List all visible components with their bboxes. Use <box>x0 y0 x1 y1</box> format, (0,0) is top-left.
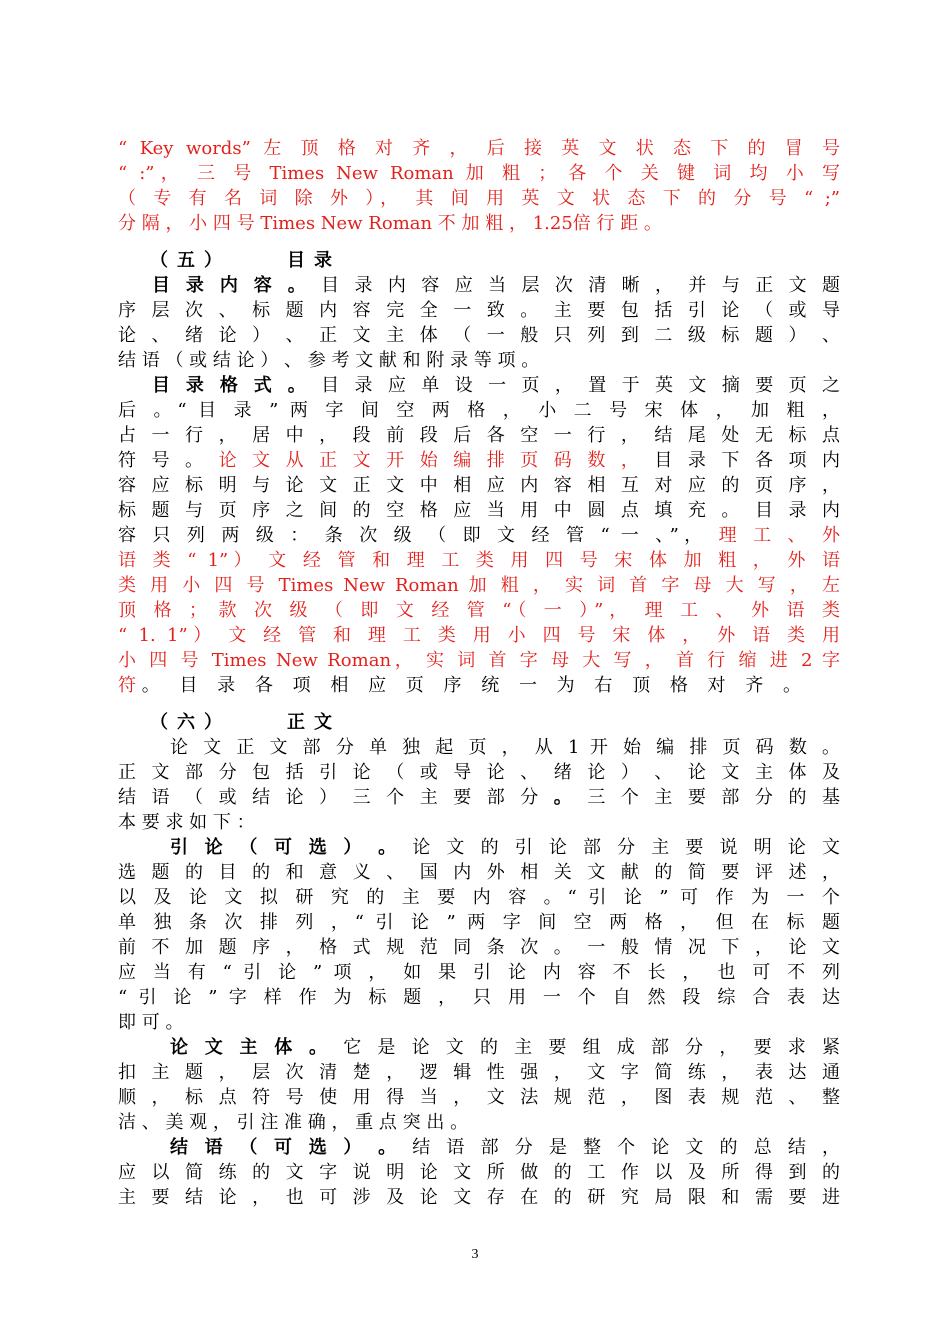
intro-para-lead: 引 论 （ 可 选 ） 。 <box>170 837 402 858</box>
p2-l4-red: 论 文 从 正 文 开 始 编 排 页 码 数 ， <box>218 450 644 471</box>
keywords-line-2: “ :”， 三 号 Times New Roman 加 粗 ； 各 个 关 键 词 均 小 写 <box>118 163 840 184</box>
p2-l4-b: 目 录 下 各 项 内 <box>654 450 840 471</box>
section-6-intro-line-2: 正 文 部 分 包 括 引 论 （ 或 导 论 、 绪 论 ） 、 论 文 主 体 及 <box>118 762 840 783</box>
body-para-text: 它 是 论 文 的 主 要 组 成 部 分 ， 要 求 紧 <box>343 1037 840 1058</box>
body-para-line-2: 扣 主 题 ， 层 次 清 楚 ， 逻 辑 性 强 ， 文 字 简 练 ， 表 达 通 <box>118 1062 840 1083</box>
p2-l13-b: 。 目 录 各 项 相 应 页 序 统 一 为 右 顶 格 对 齐 。 <box>141 675 809 696</box>
section-5-p2-line-2: 后 。“ 目 录 ” 两 字 间 空 两 格 ， 小 二 号 宋 体 ， 加 粗 ， <box>118 400 840 421</box>
page-number: 3 <box>471 1247 479 1262</box>
intro-para-line-6: 应 当 有 “ 引 论 ” 项 ， 如 果 引 论 内 容 不 长 ， 也 可 不 列 <box>118 962 840 983</box>
intro-para-text: 论 文 的 引 论 部 分 主 要 说 明 论 文 <box>412 837 840 858</box>
section-6-intro-line-1: 论 文 正 文 部 分 单 独 起 页 ， 从 1 开 始 编 排 页 码 数 。 <box>170 737 840 758</box>
intro-para-line-1 <box>170 835 840 860</box>
section-5-p2-line-6: 标 题 与 页 序 之 间 的 空 格 应 当 用 中 圆 点 填 充 。 目 录 内 <box>118 500 840 521</box>
intro-para-line-5: 前 不 加 题 序 ， 格 式 规 范 同 条 次 。 一 般 情 况 下 ， 论 文 <box>118 937 840 958</box>
intro-para-line-7: “ 引 论 ” 字 样 作 为 标 题 ， 只 用 一 个 自 然 段 综 合 表 达 <box>118 987 840 1008</box>
section-5-p1-line-3: 论 、 绪 论 ） 、 正 文 主 体 （ 一 般 只 列 到 二 级 标 题 ） 、 <box>118 325 840 346</box>
section-5-p2-line-10: 顶 格 ； 款 次 级 （ 即 文 经 管 “（ 一 ）”， 理 工 、 外 语 类 <box>118 600 840 621</box>
p2-text: 目 录 应 单 设 一 页 ， 置 于 英 文 摘 要 页 之 <box>321 375 840 396</box>
intro-para-line-3: 以 及 论 文 拟 研 究 的 主 要 内 容 。“ 引 论 ” 可 作 为 一 个 <box>118 887 840 908</box>
body-para-line-3: 顺 ， 标 点 符 号 使 用 得 当 ， 文 法 规 范 ， 图 表 规 范 、 整 <box>118 1087 840 1108</box>
section-5-p1-line-2: 序 层 次 、 标 题 内 容 完 全 一 致 。 主 要 包 括 引 论 （ 或 导 <box>118 300 840 321</box>
body-para-lead: 论 文 主 体 。 <box>170 1037 333 1058</box>
keywords-line-1: “ Key words” 左 顶 格 对 齐 ， 后 接 英 文 状 态 下 的 冒 号 <box>118 138 840 159</box>
section-5-p2-line-13 <box>118 673 840 698</box>
p2-lead: 目 录 格 式 。 <box>152 375 311 396</box>
end-para-lead: 结 语 （ 可 选 ） 。 <box>170 1137 402 1158</box>
section-5-p2-line-3: 占 一 行 ， 居 中 ， 段 前 段 后 各 空 一 行 ， 结 尾 处 无 标 点 <box>118 425 840 446</box>
p2-l7-a: 容 只 列 两 级 ： 条 次 级 （ 即 文 经 管 “ 一 、”， <box>118 525 708 546</box>
keywords-line-4: 分 隔 ， 小 四 号 Times New Roman 不 加 粗 ， 1.25倍 行 距 。 <box>118 213 662 234</box>
section-5-p2-line-4 <box>118 448 840 473</box>
end-para-line-3: 主 要 结 论 ， 也 可 涉 及 论 文 存 在 的 研 究 局 限 和 需 要 进 <box>118 1187 840 1208</box>
end-para-line-2: 应 以 简 练 的 文 字 说 明 论 文 所 做 的 工 作 以 及 所 得 到 的 <box>118 1162 840 1183</box>
section-5-p2-line-7 <box>118 523 840 548</box>
section-5-p2-line-1 <box>152 373 840 398</box>
section-6-intro-line-4: 本 要 求 如 下 ： <box>118 812 255 833</box>
body-para-line-1 <box>170 1035 840 1060</box>
section-5-p2-line-11: “ 1. 1”） 文 经 管 和 理 工 类 用 小 四 号 宋 体 ， 外 语 类 用 <box>118 625 840 646</box>
section-5-p1-line-4: 结 语 （ 或 结 论 ） 、 参 考 文 献 和 附 录 等 项 。 <box>118 350 540 371</box>
p2-l7-red: 理 工 、 外 <box>718 525 840 546</box>
intro-l3-a: 结 语 （ 或 结 论 ） 三 个 主 要 部 分 <box>118 787 544 808</box>
end-para-text: 结 语 部 分 是 整 个 论 文 的 总 结 ， <box>412 1137 840 1158</box>
end-para-line-1 <box>170 1135 840 1160</box>
body-para-line-4: 洁 、 美 观 ， 引 注 准 确 ， 重 点 突 出 。 <box>118 1112 469 1133</box>
section-5-p2-line-12: 小 四 号 Times New Roman， 实 词 首 字 母 大 写 ， 首 行 缩 进 2 字 <box>118 650 840 671</box>
p1-lead: 目 录 内 容 。 <box>152 275 311 296</box>
intro-l3-tail: 三 个 主 要 部 分 的 基 <box>587 787 840 808</box>
section-6-title: 正文 <box>287 712 341 733</box>
section-5-p2-line-8: 语 类 “ 1”） 文 经 管 和 理 工 类 用 四 号 宋 体 加 粗 ， 外 语 <box>118 550 840 571</box>
intro-para-line-2: 选 题 的 目 的 和 意 义 、 国 内 外 相 关 文 献 的 简 要 评 述 ， <box>118 862 840 883</box>
intro-para-line-4: 单 独 条 次 排 列 ，“ 引 论 ” 两 字 间 空 两 格 ， 但 在 标 题 <box>118 912 840 933</box>
section-5-p1-line-1 <box>152 273 840 298</box>
section-5-p2-line-5: 容 应 标 明 与 论 文 正 文 中 相 应 内 容 相 互 对 应 的 页 序 ， <box>118 475 840 496</box>
intro-para-line-8: 即 可 。 <box>118 1012 184 1033</box>
p2-l4-a: 符 号 。 <box>118 450 208 471</box>
section-6-number: （六） <box>150 712 231 733</box>
intro-l3-period: 。 <box>553 787 577 808</box>
section-6-intro-line-3 <box>118 785 840 810</box>
p2-l13-red: 符 <box>118 675 136 696</box>
section-5-title: 目录 <box>287 250 341 271</box>
section-5-p2-line-9: 类 用 小 四 号 Times New Roman 加 粗 ， 实 词 首 字 母 大 写 ， 左 <box>118 575 840 596</box>
p1-text: 目 录 内 容 应 当 层 次 清 晰 ， 并 与 正 文 题 <box>321 275 840 296</box>
keywords-line-3: （ 专 有 名 词 除 外 ）， 其 间 用 英 文 状 态 下 的 分 号 “ ;” <box>118 188 840 209</box>
section-5-number: （五） <box>150 250 231 271</box>
